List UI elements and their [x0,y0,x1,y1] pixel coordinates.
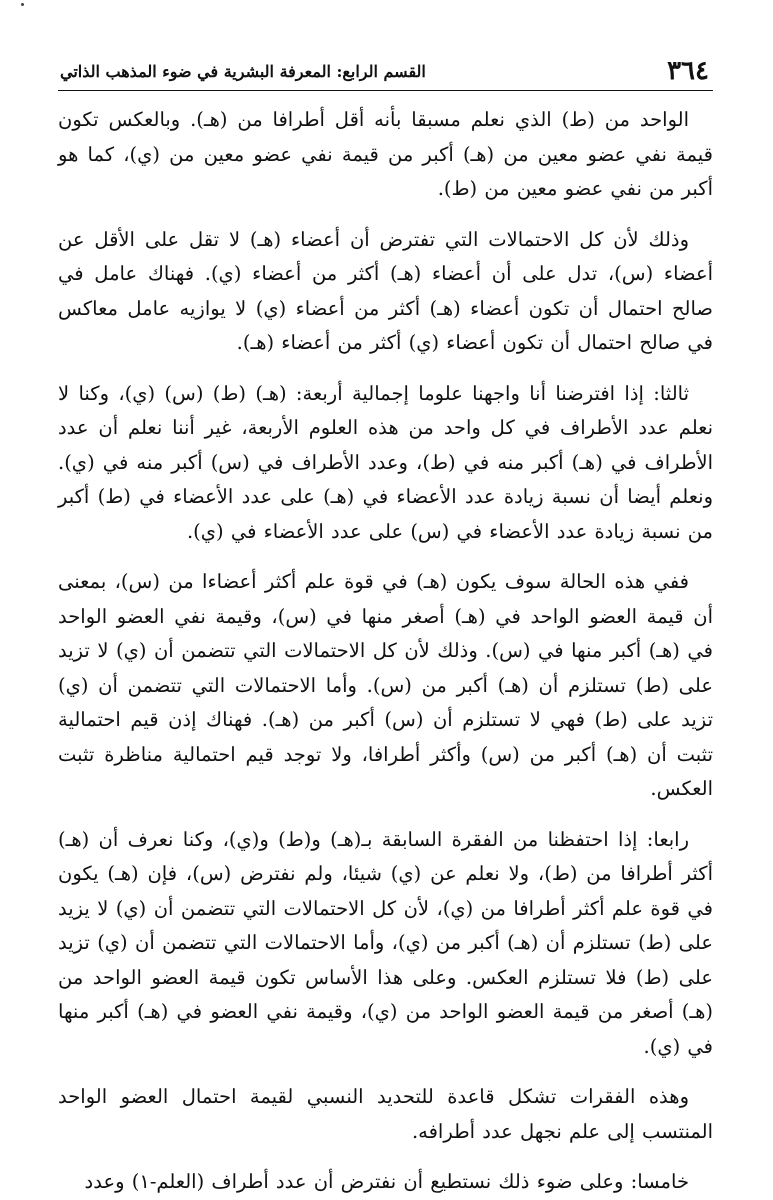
paragraph-3: ثالثا: إذا افترضنا أنا واجهنا علوما إجمالية أربعة: (هـ) (ط) (س) (ي)، وكنا لا نعلم عدد الأطراف في كل واحد من هذه العلوم الأربعة، غير أننا نعلم أن عدد الأطراف في (هـ) أكبر منه في (ط)، وعدد الأطراف في (س) أكبر منه في (ي). ونعلم أيضا أن نسبة زيادة عدد الأعضاء في (هـ) على عدد الأعضاء في (ط) أكبر من نسبة زيادة عدد الأعضاء في (س) على عدد الأعضاء في (ي). [58,381,713,543]
paragraph-7: خامسا: وعلى ضوء ذلك نستطيع أن نفترض أن عدد أطراف (العلم-١) وعدد [84,1170,689,1193]
running-header-title: القسم الرابع: المعرفة البشرية في ضوء المذهب الذاتي [60,62,426,81]
paragraph-4: ففي هذه الحالة سوف يكون (هـ) في قوة علم أكثر أعضاءا من (س)، بمعنى أن قيمة العضو الواحد في (هـ) أصغر منها في (س)، وقيمة نفي العضو الواحد في (هـ) أكبر منها في (س). وذلك لأن كل الاحتمالات التي تتضمن أن (ي) لا تزيد على (ط) تستلزم أن (هـ) أكبر من (س). وأما الاحتمالات التي تتضمن أن (ي) تزيد على (ط) فهي لا تستلزم أن (س) أكبر من (هـ). فهناك إذن قيم احتمالية تثبت أن (هـ) أكبر من (س) وأكثر أطرافا، ولا توجد قيم احتمالية مناظرة تثبت العكس. [58,570,713,800]
paragraph-1: الواحد من (ط) الذي نعلم مسبقا بأنه أقل أطرافا من (هـ). وبالعكس تكون قيمة نفي عضو معين من (هـ) أكبر من قيمة نفي عضو معين من (ي)، كما هو أكبر من نفي عضو معين من (ط). [58,108,713,200]
book-page [58,52,713,1200]
paragraph-2: وذلك لأن كل الاحتمالات التي تفترض أن أعضاء (هـ) لا تقل على الأقل عن أعضاء (س)، تدل على أن أعضاء (هـ) أكثر من أعضاء (ي). فهناك عامل في صالح احتمال أن تكون أعضاء (هـ) أكثر من أعضاء (ي) لا يوازيه عامل معاكس في صالح احتمال أن تكون أعضاء (ي) أكثر من أعضاء (هـ). [58,227,713,354]
corner-speck [21,3,24,6]
paragraph-5: رابعا: إذا احتفظنا من الفقرة السابقة بـ(هـ) و(ط) و(ي)، وكنا نعرف أن (هـ) أكثر أطرافا من (ط)، ولا نعلم عن (ي) شيئا، ولم نفترض (س)، فإن (هـ) يكون في قوة علم أكثر أطرافا من (ي)، لأن كل الاحتمالات التي تتضمن أن (ي) لا يزيد على (ط) تستلزم أن (هـ) أكبر من (ي)، وأما الاحتمالات التي تتضمن أن (ي) تزيد على (ط) فلا تستلزم العكس. وعلى هذا الأساس تكون قيمة العضو الواحد من (هـ) أصغر من قيمة العضو الواحد من (ي)، وقيمة نفي العضو في (هـ) أكبر منها في (ي). [58,827,713,1058]
body-text [58,103,713,1200]
paragraph-6: وهذه الفقرات تشكل قاعدة للتحديد النسبي لقيمة احتمال العضو الواحد المنتسب إلى علم نجهل عدد أطرافه. [58,1085,713,1143]
page-number: ٣٦٤ [667,56,709,86]
running-header [58,52,713,91]
